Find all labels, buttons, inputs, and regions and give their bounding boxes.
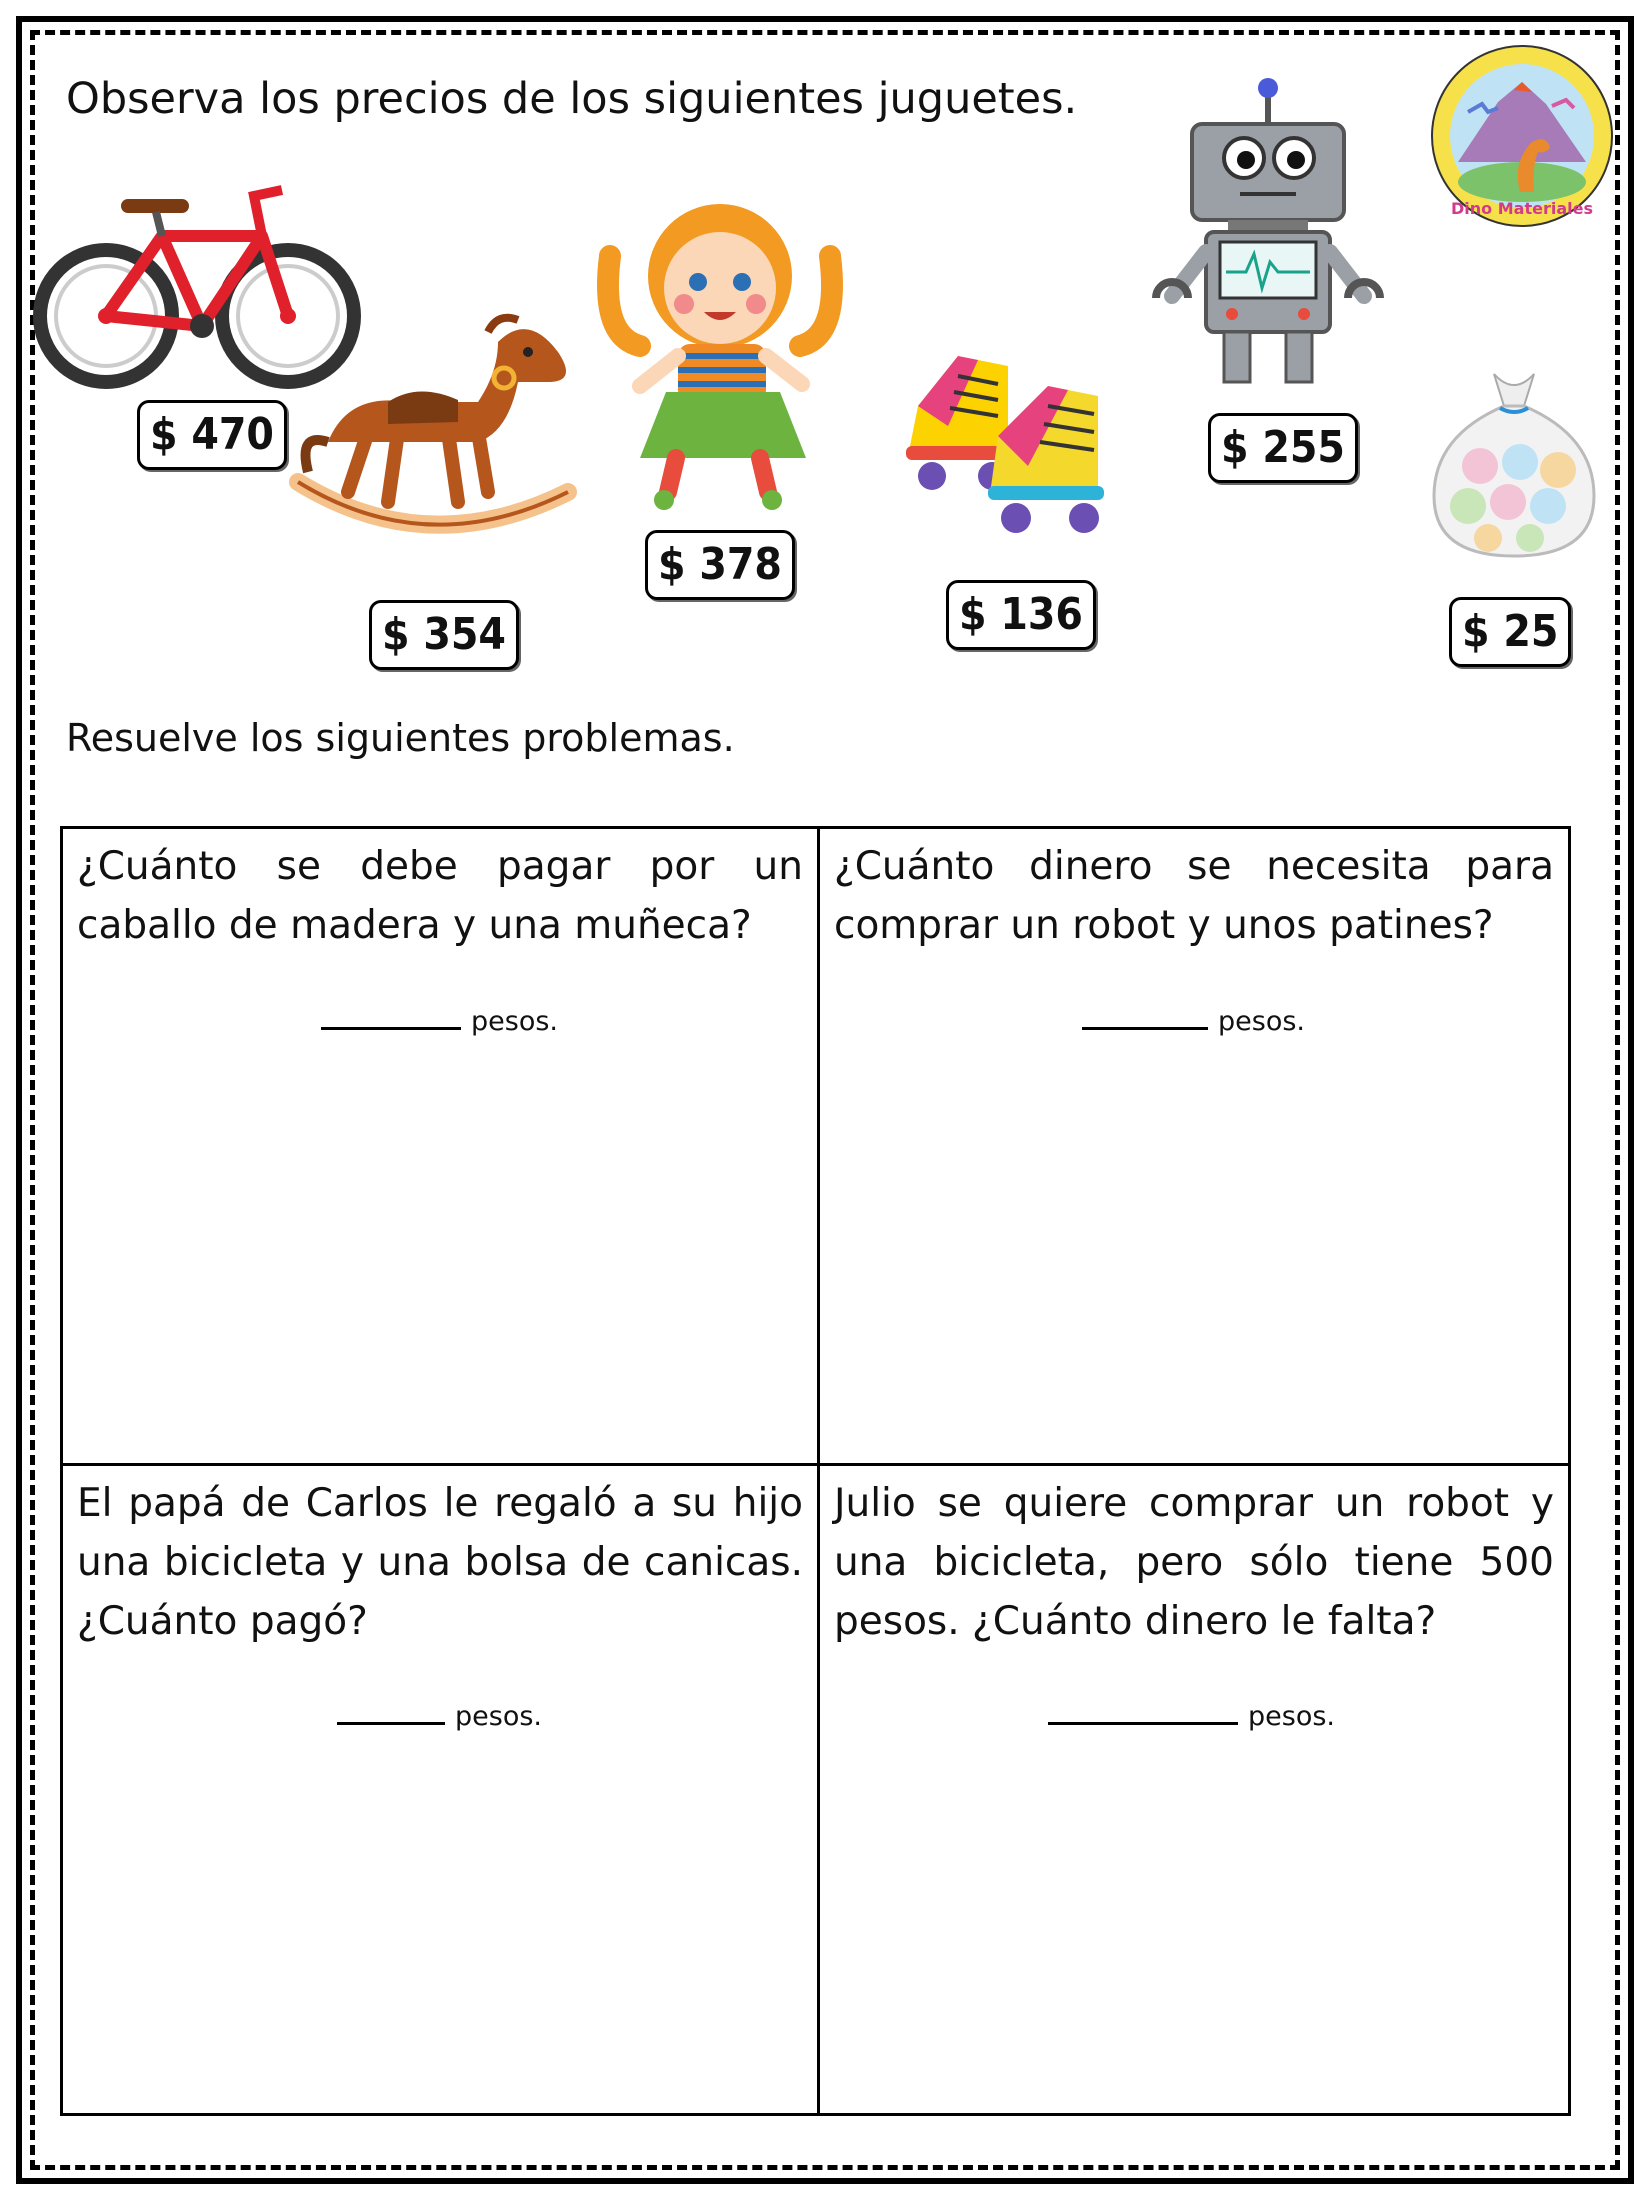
price-tag-marbles: $ 25 <box>1449 597 1571 667</box>
price-tag-roller-skates: $ 136 <box>946 580 1096 650</box>
robot-icon <box>1136 76 1400 390</box>
price-tag-robot: $ 255 <box>1208 413 1358 483</box>
logo-text: Dino Materiales <box>1451 199 1593 218</box>
problem-question: ¿Cuánto se debe pagar por un caballo de madera y una muñeca? <box>77 844 803 948</box>
answer-line[interactable] <box>1048 1700 1238 1725</box>
answer-unit: pesos. <box>1248 1701 1335 1732</box>
roller-skates-icon <box>898 336 1128 546</box>
problems-table <box>60 826 1571 2116</box>
answer-line[interactable] <box>321 1005 461 1030</box>
dino-materiales-logo <box>1428 42 1616 230</box>
answer-blank[interactable] <box>1082 1005 1305 1037</box>
answer-unit: pesos. <box>471 1006 558 1037</box>
price-tag-rocking-horse: $ 354 <box>369 600 519 670</box>
problem-cell-1 <box>63 829 817 1463</box>
answer-line[interactable] <box>337 1700 445 1725</box>
problem-question: Julio se quiere comprar un robot y una bicicleta, pero sólo tiene 500 pesos. ¿Cuánto dinero le falta? <box>834 1481 1554 1644</box>
answer-unit: pesos. <box>1218 1006 1305 1037</box>
problem-cell-2 <box>820 829 1568 1463</box>
problem-question: El papá de Carlos le regaló a su hijo una bicicleta y una bolsa de canicas. ¿Cuánto pagó? <box>77 1481 803 1644</box>
problem-cell-3 <box>63 1466 817 2113</box>
doll-icon <box>580 196 860 512</box>
answer-blank[interactable] <box>337 1700 542 1732</box>
marbles-bag-icon <box>1424 366 1604 562</box>
answer-unit: pesos. <box>455 1701 542 1732</box>
rocking-horse-icon <box>288 312 578 548</box>
problem-question: ¿Cuánto dinero se necesita para comprar un robot y unos patines? <box>834 844 1554 948</box>
answer-blank[interactable] <box>321 1005 558 1037</box>
instruction-text: Resuelve los siguientes problemas. <box>66 716 735 760</box>
price-tag-doll: $ 378 <box>645 530 795 600</box>
problem-cell-4 <box>820 1466 1568 2113</box>
answer-blank[interactable] <box>1048 1700 1335 1732</box>
price-tag-bicycle: $ 470 <box>137 400 287 470</box>
worksheet-title: Observa los precios de los siguientes juguetes. <box>66 74 1078 124</box>
answer-line[interactable] <box>1082 1005 1208 1030</box>
